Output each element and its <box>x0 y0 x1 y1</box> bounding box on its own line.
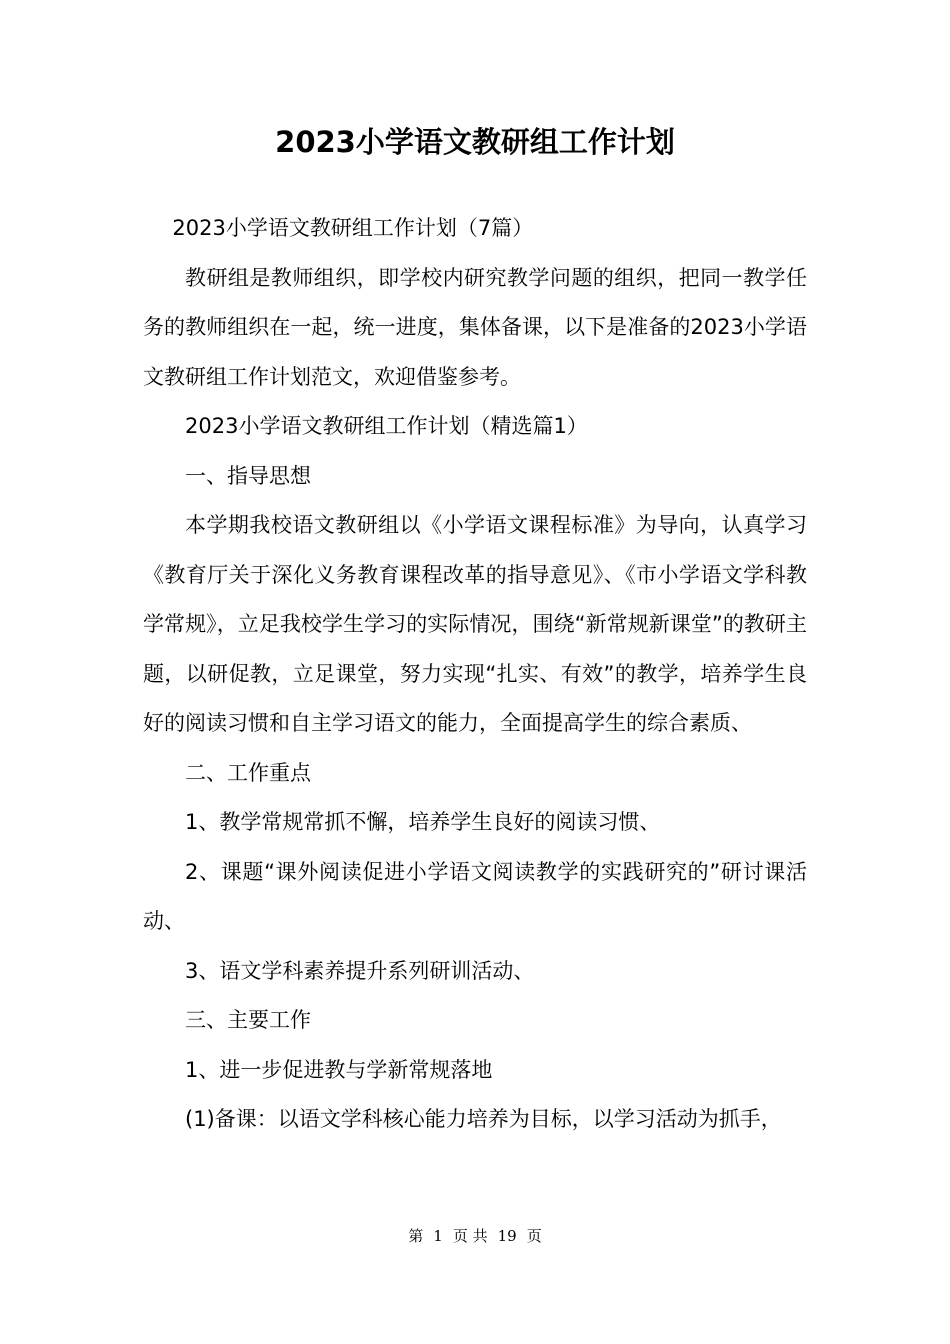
paragraph-key-work-2: 2、课题“课外阅读促进小学语文阅读教学的实践研究的”研讨课活动、 <box>143 859 807 933</box>
paragraph-heading-guiding-thought: 一、指导思想 <box>185 463 311 488</box>
footer-prefix: 第 <box>408 1227 424 1245</box>
footer-current-page: 1 <box>433 1227 443 1245</box>
paragraph-main-work-1: 1、进一步促进教与学新常规落地 <box>185 1057 493 1082</box>
paragraph-heading-key-work: 二、工作重点 <box>185 760 311 785</box>
paragraph-subtitle: 2023小学语文教研组工作计划（7篇） <box>172 216 534 240</box>
footer-suffix: 页 <box>526 1227 542 1245</box>
document-body <box>143 204 807 1145</box>
footer-total-pages: 19 <box>497 1227 517 1245</box>
footer-middle: 页 共 <box>452 1227 488 1245</box>
document-title: 2023小学语文教研组工作计划 <box>275 125 675 159</box>
paragraph-key-work-3: 3、语文学科素养提升系列研训活动、 <box>185 958 535 983</box>
paragraph-heading-main-work: 三、主要工作 <box>185 1008 311 1032</box>
paragraph-intro: 教研组是教师组织，即学校内研究教学问题的组织，把同一教学任务的教师组织在一起，统一进度，集体备课，以下是准备的2023小学语文教研组工作计划范文，欢迎借鉴参考。 <box>143 265 807 389</box>
page-footer <box>0 1225 950 1247</box>
paragraph-key-work-1: 1、教学常规常抓不懈，培养学生良好的阅读习惯、 <box>185 810 661 834</box>
paragraph-guiding-thought: 本学期我校语文教研组以《小学语文课程标准》为导向，认真学习《教育厅关于深化义务教育课程改革的指导意见》、《市小学语文学科教学常规》，立足我校学生学习的实际情况，围绕“新常规新课堂”的教研主题，以研促教，立足课堂，努力实现“扎实、有效”的教学，培养学生良好的阅读习惯和自主学习语文的能力，全面提高学生的综合素质、 <box>143 513 807 735</box>
paragraph-section-heading: 2023小学语文教研组工作计划（精选篇1） <box>185 414 588 438</box>
paragraph-lesson-prep: (1)备课：以语文学科核心能力培养为目标，以学习活动为抓手， <box>185 1107 782 1131</box>
